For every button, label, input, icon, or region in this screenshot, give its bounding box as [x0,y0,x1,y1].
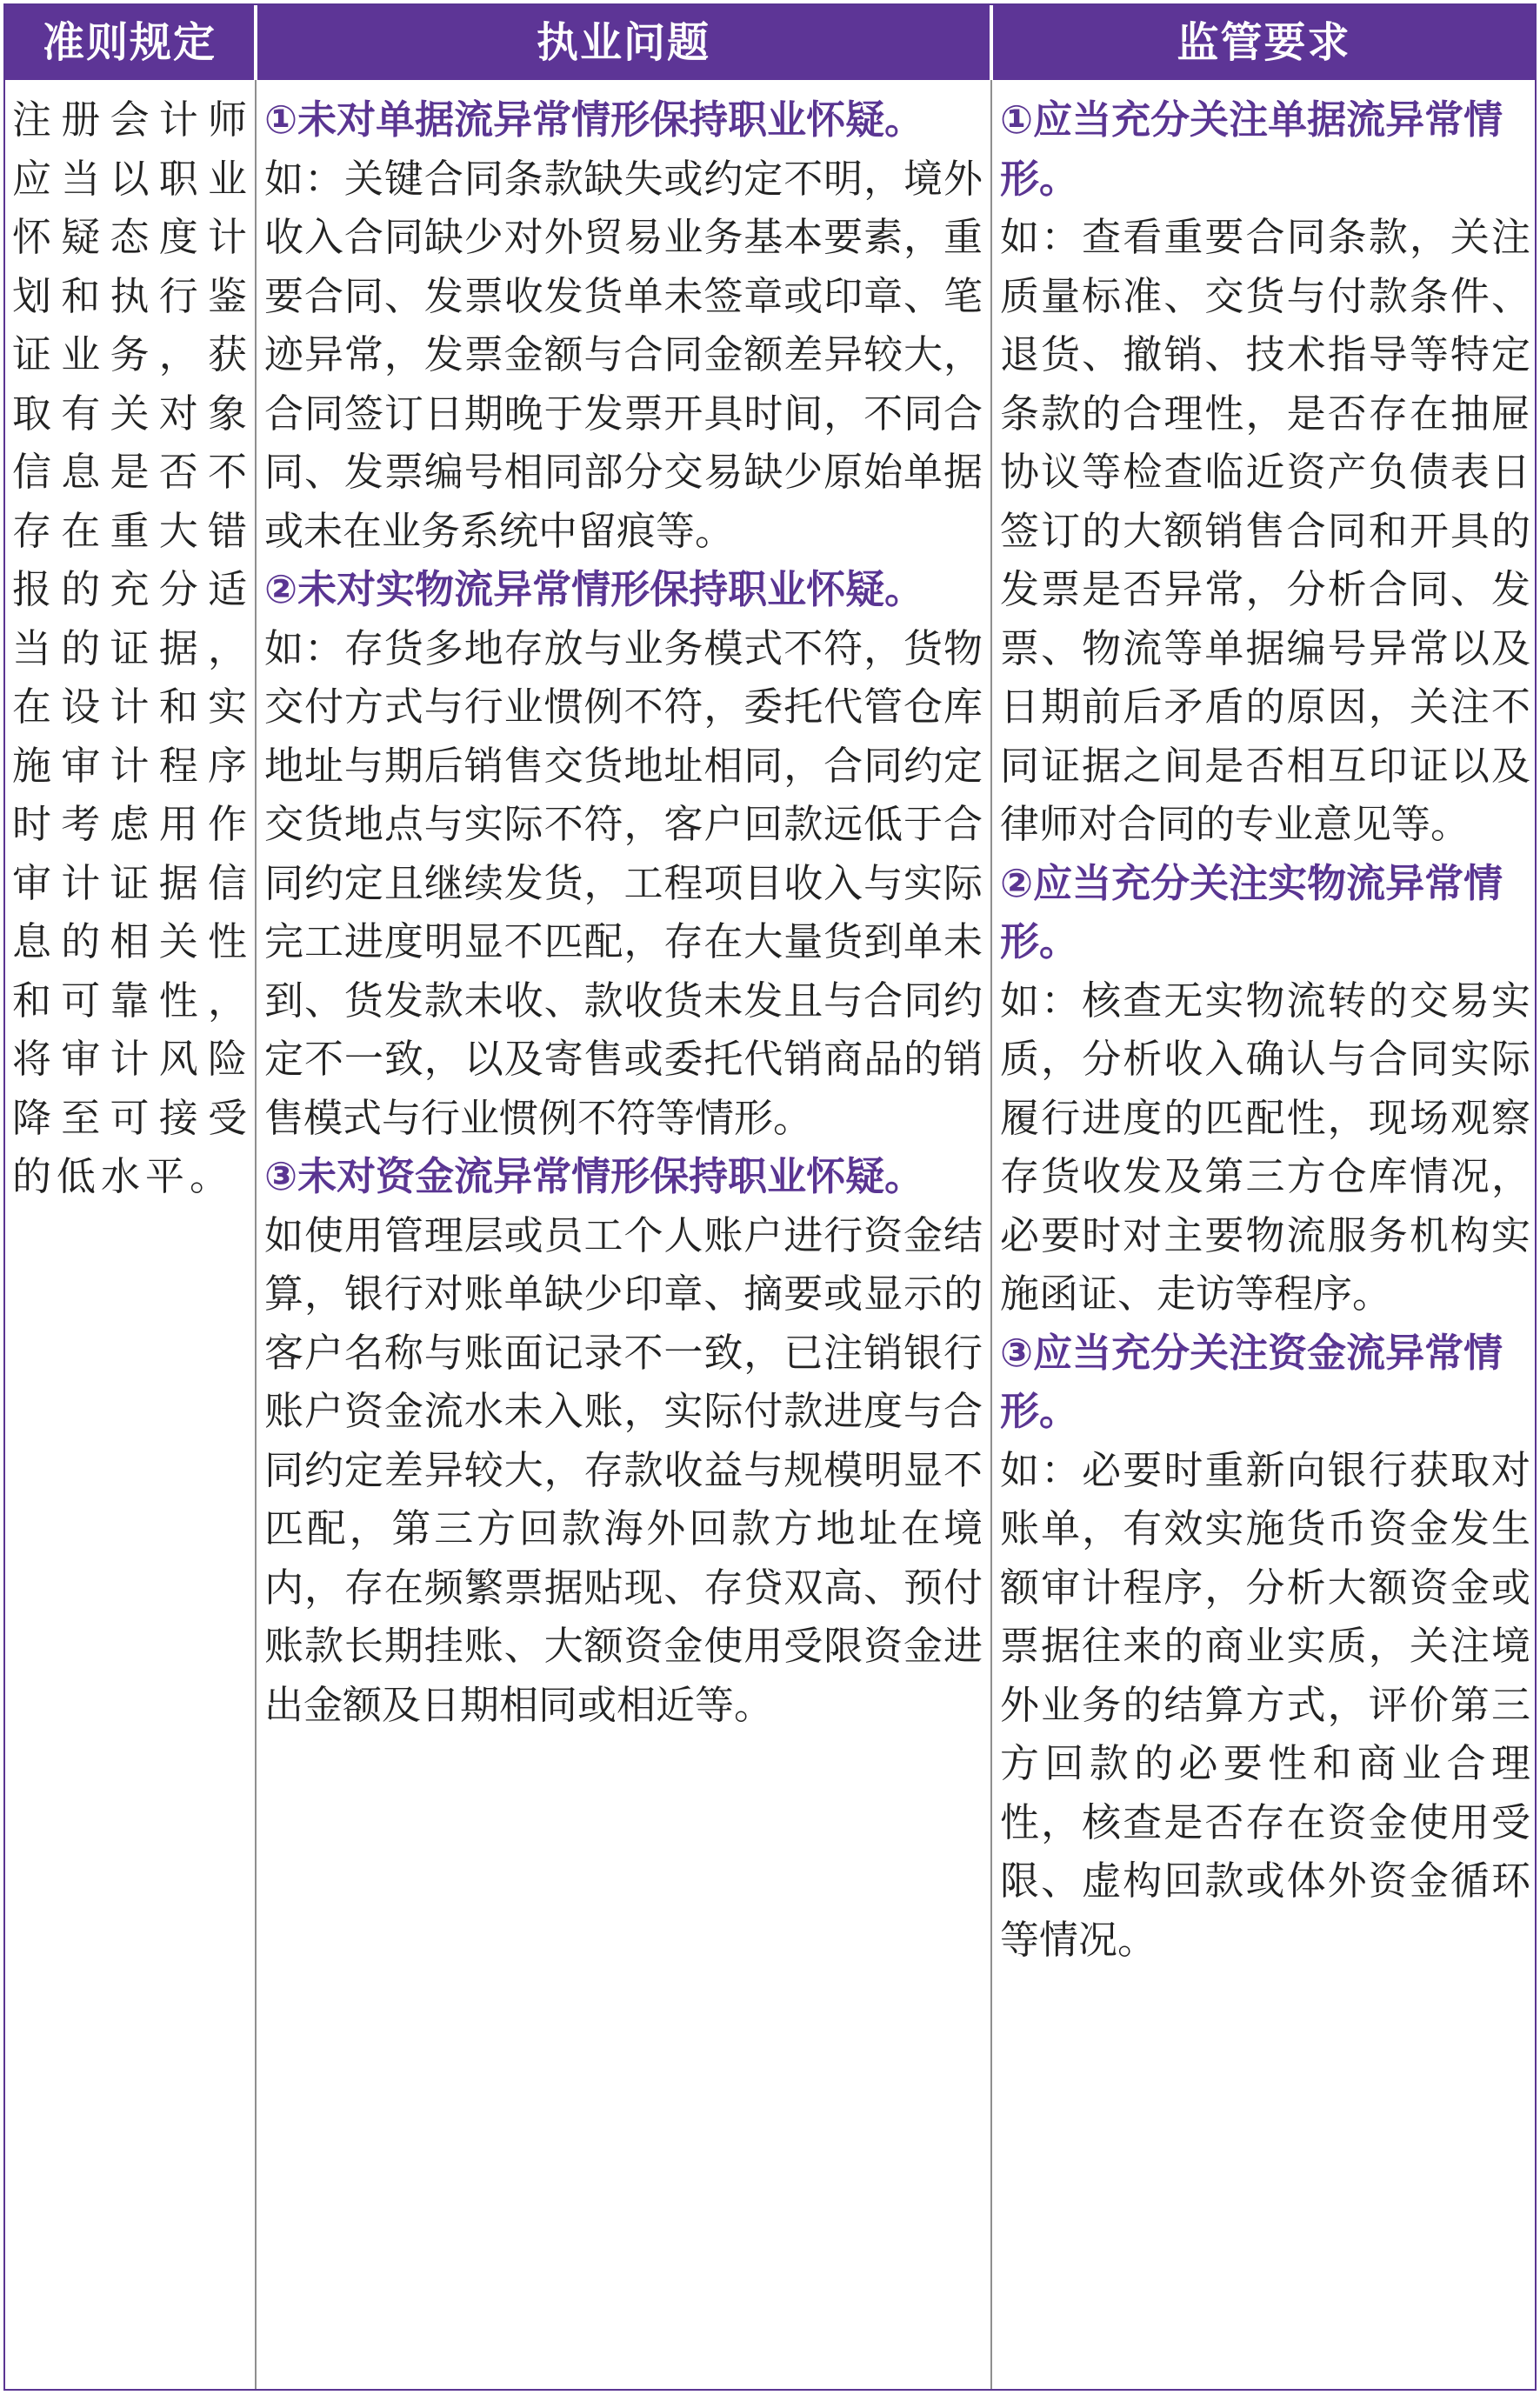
header-issues: 执业问题 [536,18,710,67]
regulation-table [3,3,1537,2391]
issue-text-fund-flow: 如使用管理层或员工个人账户进行资金结算，银行对账单缺少印章、摘要或显示的客户名称与账面记录不一致，已注销银行账户资金流水未入账，实际付款进度与合同约定差异较大，存款收益与规模明显不匹配，第三方回款海外回款方地址在境内，存在频繁票据贴现、存贷双高、预付账款长期挂账、大额资金使用受限资金进出金额及日期相同或相近等。 [264,1211,983,1728]
requirement-heading-document-flow: ①应当充分关注单据流异常情形。 [1000,97,1503,202]
issue-text-physical-flow: 如：存货多地存放与业务模式不符，货物交付方式与行业惯例不符，委托代管仓库地址与期后销售交货地址相同，合同约定交货地点与实际不符，客户回款远低于合同约定且继续发货，工程项目收入与实际完工进度明显不匹配，存在大量货到单未到、货发款未收、款收货未发且与合同约定不一致，以及寄售或委托代销商品的销售模式与行业惯例不符等情形。 [264,624,983,1141]
column-divider [990,80,992,2389]
requirement-text-document-flow: 如：查看重要合同条款，关注质量标准、交货与付款条件、退货、撤销、技术指导等特定条款的合理性，是否存在抽屉协议等检查临近资产负债表日签订的大额销售合同和开具的发票是否异常，分析合同、发票、物流等单据编号异常以及日期前后矛盾的原因，关注不同证据之间是否相互印证以及律师对合同的专业意见等。 [1000,214,1530,847]
issue-heading-document-flow: ①未对单据流异常情形保持职业怀疑。 [264,97,924,143]
requirement-text-physical-flow: 如：核查无实物流转的交易实质，分析收入确认与合同实际履行进度的匹配性，现场观察存货收发及第三方仓库情况，必要时对主要物流服务机构实施函证、走访等程序。 [1000,977,1530,1317]
requirement-heading-physical-flow: ②应当充分关注实物流异常情形。 [1000,859,1503,964]
requirement-heading-fund-flow: ③应当充分关注资金流异常情形。 [1000,1329,1503,1434]
table-header-row [5,5,1535,80]
issue-heading-physical-flow: ②未对实物流异常情形保持职业怀疑。 [264,566,924,612]
header-standard: 准则规定 [42,18,217,67]
header-requirements: 监管要求 [1177,18,1351,67]
column-divider [255,80,257,2389]
issue-heading-fund-flow: ③未对资金流异常情形保持职业怀疑。 [264,1153,924,1199]
standard-text: 注册会计师应当以职业怀疑态度计划和执行鉴证业务，获取有关对象信息是否不存在重大错报的充分适当的证据，在设计和实施审计程序时考虑用作审计证据信息的相关性和可靠性，将审计风险降至可接受的低水平。 [12,97,252,1199]
requirements-column [1000,90,1530,1969]
issues-column [264,90,983,1734]
issue-text-document-flow: 如：关键合同条款缺失或约定不明，境外收入合同缺少对外贸易业务基本要素，重要合同、发票收发货单未签章或印章、笔迹异常，发票金额与合同金额差异较大，合同签订日期晚于发票开具时间，不同合同、发票编号相同部分交易缺少原始单据或未在业务系统中留痕等。 [264,155,983,554]
standard-column [12,90,252,1206]
requirement-text-fund-flow: 如：必要时重新向银行获取对账单，有效实施货币资金发生额审计程序，分析大额资金或票据往来的商业实质，关注境外业务的结算方式，评价第三方回款的必要性和商业合理性，核查是否存在资金使用受限、虚构回款或体外资金循环等情况。 [1000,1446,1530,1963]
